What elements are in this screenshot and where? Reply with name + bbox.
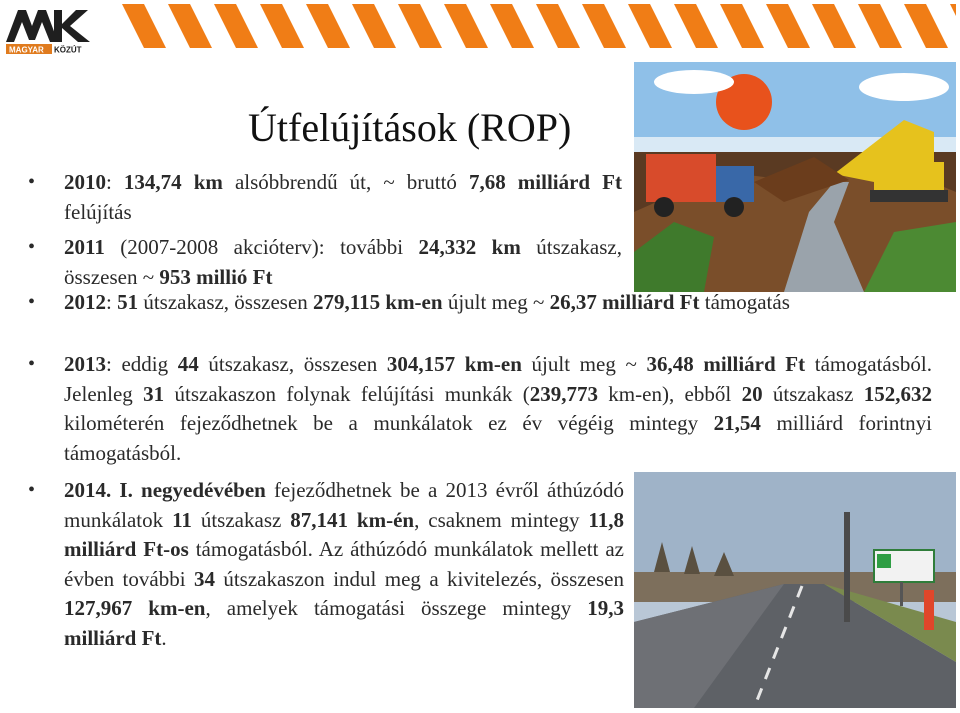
- highlight-figure: 127,967 km-en: [64, 596, 206, 620]
- magyar-kozut-logo: [4, 4, 92, 54]
- logo-m-shape: [6, 10, 58, 42]
- body-text: támogatásból. Jelenleg: [64, 352, 932, 406]
- highlight-figure: 279,115 km-en: [313, 290, 443, 314]
- truck-shape: [646, 154, 716, 202]
- body-text: támogatás: [699, 290, 790, 314]
- renovated-road-photo: [634, 472, 956, 708]
- body-text: :: [106, 290, 118, 314]
- highlight-figure: 2012: [64, 290, 106, 314]
- highlight-figure: 7,68 milliárd Ft: [468, 170, 622, 194]
- body-text: útszakasz: [191, 507, 291, 532]
- item-2013: [64, 350, 932, 468]
- highlight-figure: 44: [177, 352, 199, 376]
- item-2010: [64, 168, 622, 227]
- body-text: : eddig: [106, 352, 178, 376]
- body-text: milliárd forintnyi támogatásból.: [64, 411, 933, 465]
- bullet-marker: •: [28, 353, 36, 375]
- highlight-figure: 11: [172, 507, 192, 532]
- logo-text-right: KÖZÚT: [54, 45, 82, 54]
- bullet-marker: •: [28, 479, 36, 501]
- item-2014: [64, 476, 624, 653]
- body-text: felújítás: [64, 199, 132, 224]
- body-text: fejeződhetnek be a 2013 évről áthúzódó munkálatok: [64, 478, 624, 532]
- highlight-figure: 24,332 km: [418, 235, 521, 259]
- header-stripes: [122, 4, 956, 48]
- body-text: útszakasz, összesen: [198, 352, 387, 376]
- highlight-figure: 2011: [64, 235, 105, 259]
- body-text: , amelyek támogatási összege mintegy: [205, 596, 588, 620]
- highlight-figure: 134,74 km: [123, 170, 223, 194]
- body-text: útszakasz, összesen: [138, 290, 314, 314]
- highlight-figure: 2010: [64, 170, 106, 194]
- highlight-figure: 31: [143, 381, 165, 406]
- body-text: támogatásból. Az áthúzódó munkálatok mellett az évben további: [64, 537, 624, 591]
- body-text: , csaknem mintegy: [414, 507, 589, 532]
- highlight-figure: 953 millió Ft: [159, 264, 273, 289]
- body-text: útszakasz: [762, 381, 864, 406]
- highlight-figure: 20: [741, 381, 763, 406]
- utility-pole: [844, 512, 850, 622]
- highlight-figure: 51: [117, 290, 139, 314]
- road-construction-drawing: [634, 62, 956, 292]
- highlight-figure: 2014. I. negyedévében: [64, 478, 266, 502]
- body-text: útszakaszon indul meg a kivitelezés, összesen: [214, 566, 624, 591]
- highlight-figure: 239,773: [529, 381, 598, 406]
- bullet-marker: •: [28, 236, 36, 258]
- body-text: .: [161, 625, 167, 650]
- highlight-figure: 304,157 km-en: [386, 352, 522, 376]
- body-text: :: [106, 170, 124, 194]
- highlight-figure: 26,37 milliárd Ft: [549, 290, 700, 314]
- body-text: (2007-2008 akcióterv): további: [104, 235, 419, 259]
- bullet-marker: •: [28, 291, 36, 313]
- highlight-figure: 2013: [64, 352, 106, 376]
- highlight-figure: 11,8 milliárd Ft-os: [64, 507, 624, 561]
- highlight-figure: 87,141 km-én: [290, 507, 415, 532]
- body-text: újult meg ~: [521, 352, 647, 376]
- highlight-figure: 152,632: [863, 381, 933, 406]
- item-2012: [64, 288, 932, 318]
- highlight-figure: 19,3 milliárd Ft: [64, 596, 624, 650]
- body-text: alsóbbrendű út, ~ bruttó: [222, 170, 469, 194]
- logo-k-shape: [54, 10, 90, 42]
- bullet-marker: •: [28, 171, 36, 193]
- slide-title: Útfelújítások (ROP): [248, 105, 572, 150]
- highlight-figure: 36,48 milliárd Ft: [646, 352, 806, 376]
- logo-text-left: MAGYAR: [9, 45, 44, 54]
- body-text: útszakasz, összesen ~: [64, 235, 622, 289]
- item-2011: [64, 233, 622, 292]
- body-text: útszakaszon folynak felújítási munkák (: [164, 381, 530, 406]
- highlight-figure: 34: [193, 566, 215, 591]
- highlight-figure: 21,54: [713, 411, 761, 435]
- body-text: újult meg ~: [442, 290, 550, 314]
- body-text: kilométerén fejeződhetnek be a munkálatok ez év végéig mintegy: [64, 411, 714, 435]
- body-text: km-en), ebből: [597, 381, 742, 406]
